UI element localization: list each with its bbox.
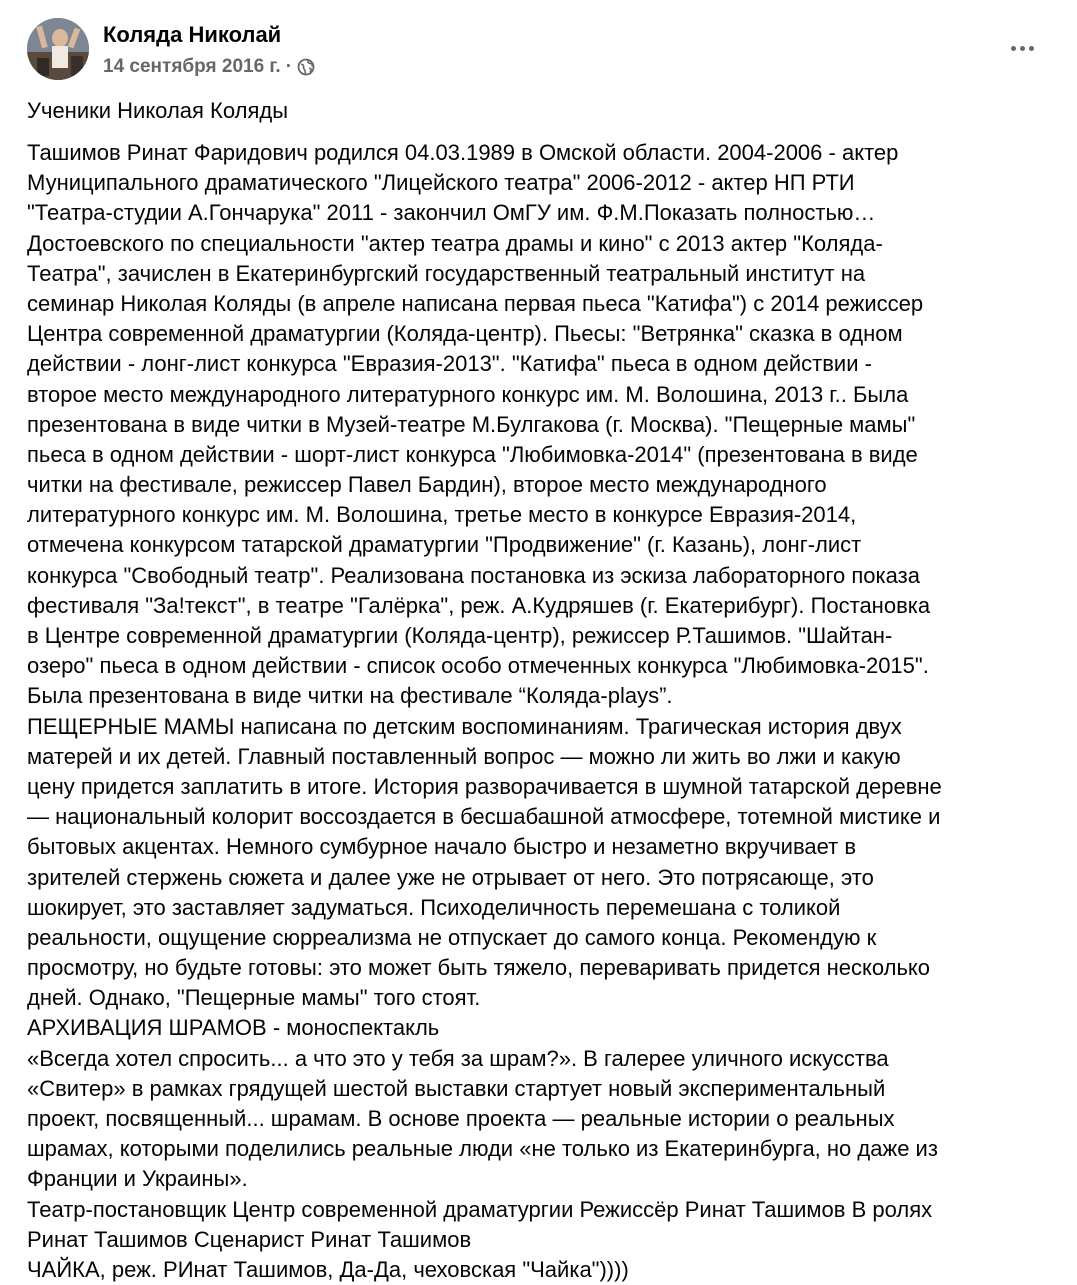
post-body-line: дней. Однако, "Пещерные мамы" того стоят. [27, 985, 481, 1011]
post-body-line: проект, посвященный... шрамам. В основе проекта — реальные истории о реальных [27, 1106, 895, 1131]
post-body-line: «Всегда хотел спросить... а что это у тебя за шрам?». В галерее уличного искусства [27, 1045, 889, 1071]
post-body-line: "Театра-студии А.Гончарука" 2011 - закончил ОмГУ им. Ф.М.Показать полностью… [27, 200, 876, 226]
post-body-line: конкурса "Свободный театр". Реализована постановка из эскиза лабораторного показа [27, 562, 920, 588]
meta-separator: · [285, 56, 293, 77]
post-body-line: АРХИВАЦИЯ ШРАМОВ - моноспектакль [27, 1015, 440, 1041]
post-body-line: второе место международного литературного конкурс им. М. Волошина, 2013 г.. Была [27, 381, 909, 407]
post-body-line: ЧАЙКА, реж. РИнат Ташимов, Да-Да, чеховская "Чайка")))) [27, 1256, 629, 1282]
post-body-line: Театр-постановщик Центр современной драматургии Режиссёр Ринат Ташимов В ролях [27, 1196, 933, 1222]
post-body-line: цену придется заплатить в итоге. История разворачивается в шумной татарской деревне [27, 773, 942, 799]
post-body-line: просмотру, но будьте готовы: это может быть тяжело, переваривать придется несколько [27, 955, 931, 981]
post-body-line: зрителей стержень сюжета и далее уже не отрывает от него. Это потрясающе, это [27, 864, 874, 890]
more-options-button[interactable] [1002, 36, 1042, 60]
post-body-line: бытовых акцентах. Немного сумбурное начало быстро и незаметно вкручивает в [27, 834, 857, 860]
post-body-line: ПЕЩЕРНЫЕ МАМЫ написана по детским воспоминаниям. Трагическая история двух [27, 713, 902, 739]
post-body-line: шрамах, которыми поделились реальные люди «не только из Екатеринбурга, но даже из [27, 1136, 938, 1162]
post-body-line: Достоевского по специальности "актер театра драмы и кино" с 2013 актер "Коляда- [27, 230, 883, 256]
post-body-line: отмечена конкурсом татарской драматургии "Продвижение" (г. Казань), лонг-лист [27, 532, 862, 558]
author-avatar[interactable] [27, 18, 89, 80]
post-header [27, 18, 1050, 88]
post-body-line: пьеса в одном действии - шорт-лист конкурса "Любимовка-2014" (презентована в виде [27, 441, 918, 467]
post-meta [103, 56, 315, 78]
post-body-line: фестиваля "За!текст", в театре "Галёрка", реж. А.Кудряшев (г. Екатерибург). Постановка [27, 592, 931, 618]
post-body [27, 138, 1067, 1285]
post-body-line: реальности, ощущение сюрреализма не отпускает до самого конца. Рекомендую к [27, 924, 877, 950]
more-options-icon [1011, 46, 1016, 51]
post-body-line: Театра", зачислен в Екатеринбургский государственный театральный институт на [27, 260, 866, 286]
post-body-line: Муниципального драматического "Лицейского театра" 2006-2012 - актер НП РТИ [27, 170, 855, 196]
globe-icon[interactable] [297, 58, 315, 76]
post-body-line: Франции и Украины». [27, 1166, 248, 1192]
post-body-line: презентована в виде читки в Музей-театре М.Булгакова (г. Москва). "Пещерные мамы" [27, 411, 916, 437]
post-body-line: семинар Николая Коляды (в апреле написана первая пьеса "Катифа") с 2014 режиссер [27, 290, 924, 316]
post-body-line: Ринат Ташимов Сценарист Ринат Ташимов [27, 1226, 472, 1252]
author-name[interactable]: Коляда Николай [103, 22, 282, 47]
post-body-line: действии - лонг-лист конкурса "Евразия-2013". "Катифа" пьеса в одном действии - [27, 351, 872, 377]
post-body-line: матерей и их детей. Главный поставленный вопрос — можно ли жить во лжи и какую [27, 743, 901, 769]
post-body-line: читки на фестивале, режиссер Павел Бардин), второе место международного [27, 472, 827, 498]
post-body-line: шокирует, это заставляет задуматься. Психоделичность перемешана с толикой [27, 894, 841, 920]
post-body-line: Была презентована в виде читки на фестивале “Коляда-plays”. [27, 683, 673, 709]
post-body-line: «Свитер» в рамках грядущей шестой выставки стартует новый экспериментальный [27, 1075, 886, 1101]
post-body-line: в Центре современной драматургии (Коляда-центр), режиссер Р.Ташимов. "Шайтан- [27, 623, 893, 648]
post-title: Ученики Николая Коляды [27, 98, 289, 123]
post-body-line: Ташимов Ринат Фаридович родился 04.03.1989 в Омской области. 2004-2006 - актер [27, 140, 899, 165]
post-body-line: — национальный колорит воссоздается в бесшабашной атмосфере, тотемной мистике и [27, 804, 941, 830]
post-date[interactable]: 14 сентября 2016 г. [103, 56, 281, 77]
post-body-line: Центра современной драматургии (Коляда-центр). Пьесы: "Ветрянка" сказка в одном [27, 321, 903, 347]
avatar-image [27, 18, 89, 80]
post-body-line: озеро" пьеса в одном действии - список особо отмеченных конкурса "Любимовка-2015". [27, 653, 929, 679]
post-body-line: литературного конкурс им. М. Волошина, третье место в конкурсе Евразия-2014, [27, 502, 857, 528]
